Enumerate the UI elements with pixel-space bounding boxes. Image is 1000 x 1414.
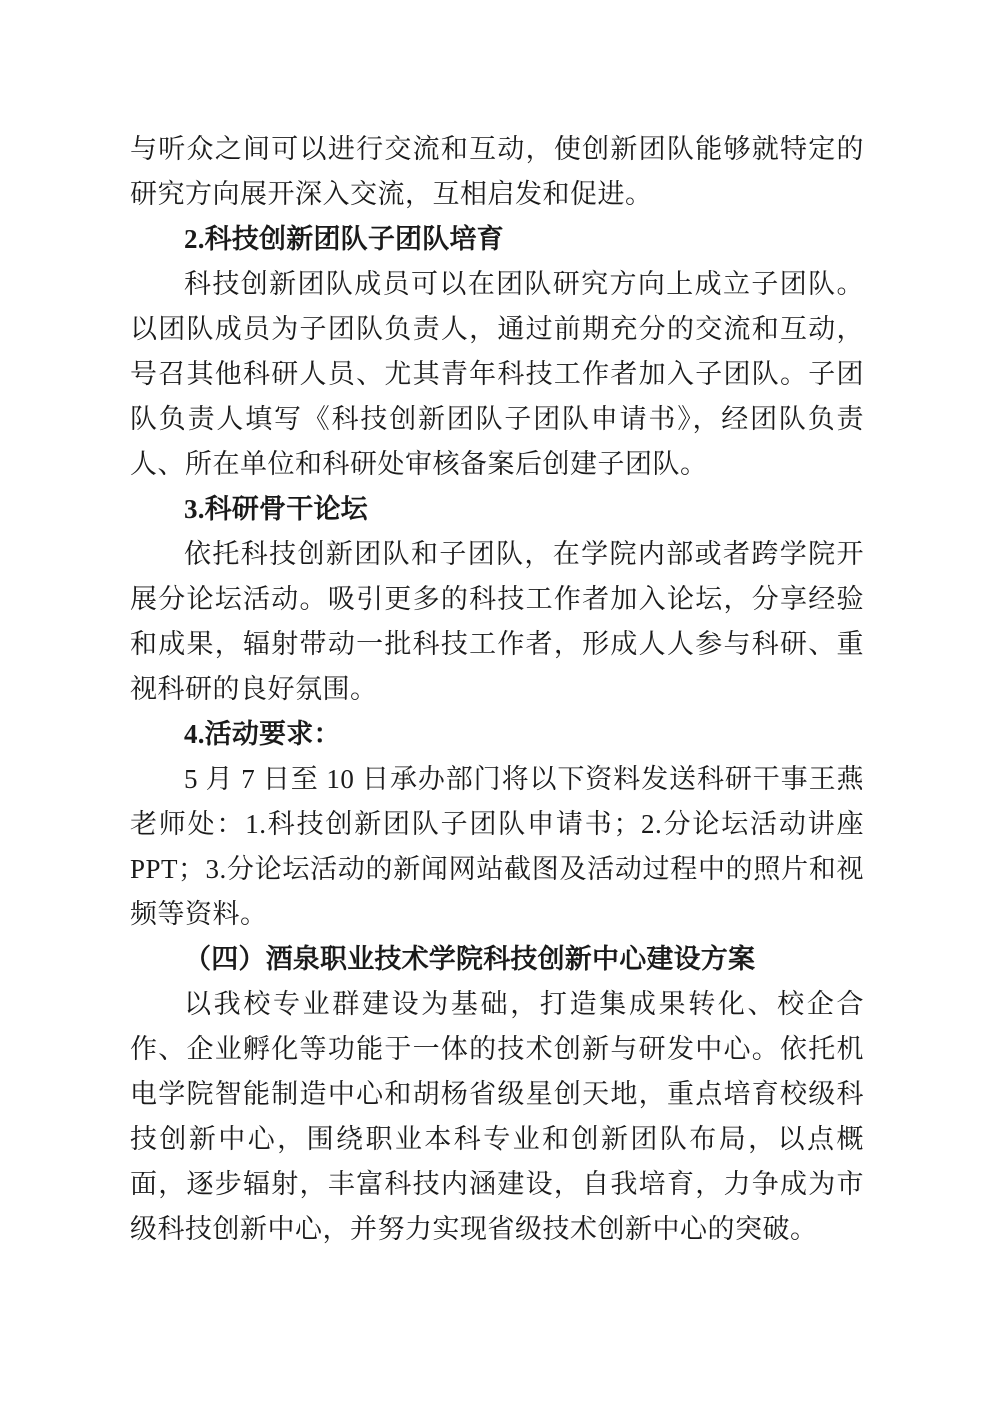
document-body bbox=[130, 127, 864, 1252]
heading-innovation-center-plan: （四）酒泉职业技术学院科技创新中心建设方案 bbox=[184, 944, 756, 974]
heading-subteam-cultivation: 2.科技创新团队子团队培育 bbox=[184, 224, 504, 254]
paragraph-activity-requirements-details: 5 月 7 日至 10 日承办部门将以下资料发送科研干事王燕老师处：1.科技创新团队子团队申请书；2.分论坛活动讲座 PPT；3.分论坛活动的新闻网站截图及活动过程中的照片和视频等资料。 bbox=[130, 764, 864, 929]
heading-activity-requirements: 4.活动要求： bbox=[184, 719, 341, 749]
paragraph-lecture-interaction-continuation: 与听众之间可以进行交流和互动，使创新团队能够就特定的研究方向展开深入交流，互相启发和促进。 bbox=[130, 134, 864, 209]
paragraph-subteam-details: 科技创新团队成员可以在团队研究方向上成立子团队。以团队成员为子团队负责人，通过前期充分的交流和互动，号召其他科研人员、尤其青年科技工作者加入子团队。子团队负责人填写《科技创新团队子团队申请书》，经团队负责人、所在单位和科研处审核备案后创建子团队。 bbox=[130, 269, 864, 479]
heading-research-backbone-forum: 3.科研骨干论坛 bbox=[184, 494, 368, 524]
paragraph-forum-details: 依托科技创新团队和子团队，在学院内部或者跨学院开展分论坛活动。吸引更多的科技工作者加入论坛，分享经验和成果，辐射带动一批科技工作者，形成人人参与科研、重视科研的良好氛围。 bbox=[130, 539, 864, 704]
paragraph-innovation-center-details: 以我校专业群建设为基础，打造集成果转化、校企合作、企业孵化等功能于一体的技术创新与研发中心。依托机电学院智能制造中心和胡杨省级星创天地，重点培育校级科技创新中心，围绕职业本科专业和创新团队布局，以点概面，逐步辐射，丰富科技内涵建设，自我培育，力争成为市级科技创新中心，并努力实现省级技术创新中心的突破。 bbox=[130, 989, 864, 1244]
